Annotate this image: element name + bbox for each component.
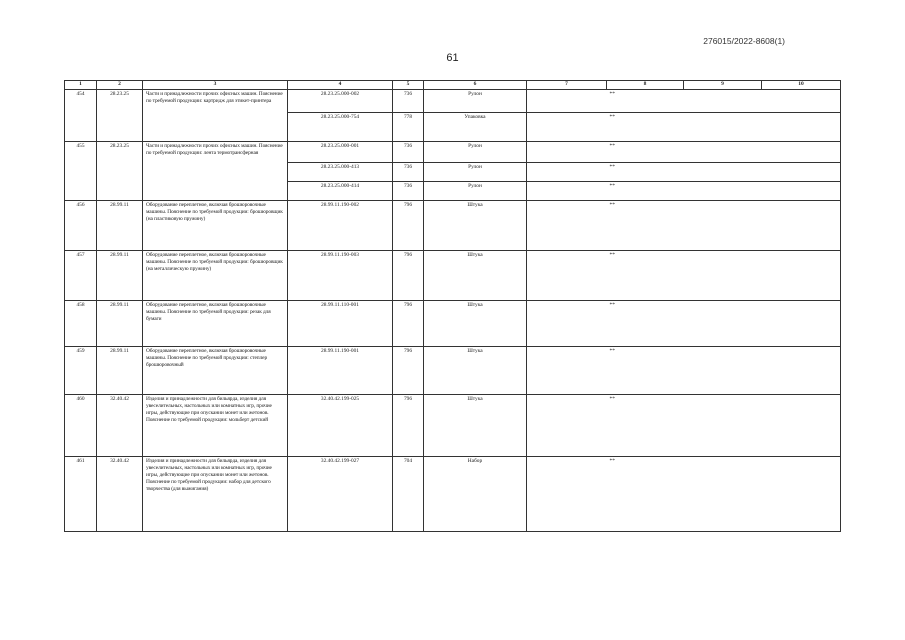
description-cell: Оборудование переплетное, включая брошюровочные машины. Пояснение по требуемой продукции: резак для бумаги	[143, 301, 288, 347]
mark-cell: **	[607, 201, 684, 251]
empty-cell-7	[527, 347, 607, 395]
okpd-code-cell: 28.99.11	[97, 347, 143, 395]
empty-cell-9	[684, 457, 762, 532]
unit-name-cell: Упаковка	[424, 113, 527, 142]
unit-code-cell: 704	[393, 457, 424, 532]
table-row	[65, 251, 841, 301]
table-row	[65, 395, 841, 457]
description-cell: Части и принадлежности прочих офисных машин. Пояснение по требуемой продукции: картридж для этикет-принтера	[143, 90, 288, 142]
table-row	[65, 457, 841, 532]
mark-cell: **	[607, 301, 684, 347]
page-number: 61	[446, 52, 459, 64]
unit-code-cell: 796	[393, 251, 424, 301]
empty-cell-7	[527, 395, 607, 457]
registry-table	[64, 80, 841, 532]
unit-name-cell: Рулон	[424, 142, 527, 163]
ktru-code-cell: 32.40.42.199-027	[288, 457, 393, 532]
unit-name-cell: Штука	[424, 395, 527, 457]
row-number-cell: 456	[65, 201, 97, 251]
row-number-cell: 459	[65, 347, 97, 395]
description-cell: Изделия и принадлежности для бильярда, изделия для увеселительных, настольных или комнатных игр, прочие игры, действующие при опускании монет или жетонов. Пояснение по требуемой продукции: набор для детского творчества (для выжигания)	[143, 457, 288, 532]
description-cell: Части и принадлежности прочих офисных машин. Пояснение по требуемой продукции: лента термотрансферная	[143, 142, 288, 201]
unit-code-cell: 796	[393, 395, 424, 457]
table-row	[65, 301, 841, 347]
empty-cell-9	[684, 113, 762, 142]
empty-cell-7	[527, 201, 607, 251]
table-row	[65, 142, 841, 163]
empty-cell-10	[762, 457, 841, 532]
empty-cell-7	[527, 301, 607, 347]
empty-cell-7	[527, 113, 607, 142]
unit-name-cell: Штука	[424, 301, 527, 347]
empty-cell-7	[527, 163, 607, 182]
okpd-code-cell: 28.23.25	[97, 90, 143, 142]
ktru-code-cell: 28.99.11.190-002	[288, 201, 393, 251]
empty-cell-10	[762, 251, 841, 301]
row-number-cell: 454	[65, 90, 97, 142]
col-header-3: 3	[143, 81, 288, 90]
unit-name-cell: Штука	[424, 347, 527, 395]
table-row	[65, 90, 841, 113]
mark-cell: **	[607, 142, 684, 163]
mark-cell: **	[607, 457, 684, 532]
mark-cell: **	[607, 90, 684, 113]
empty-cell-10	[762, 113, 841, 142]
col-header-9: 9	[684, 81, 762, 90]
row-number-cell: 460	[65, 395, 97, 457]
empty-cell-10	[762, 163, 841, 182]
row-number-cell: 461	[65, 457, 97, 532]
mark-cell: **	[607, 395, 684, 457]
empty-cell-7	[527, 142, 607, 163]
empty-cell-9	[684, 182, 762, 201]
col-header-10: 10	[762, 81, 841, 90]
empty-cell-10	[762, 90, 841, 113]
unit-code-cell: 736	[393, 182, 424, 201]
okpd-code-cell: 28.99.11	[97, 201, 143, 251]
unit-code-cell: 778	[393, 113, 424, 142]
empty-cell-9	[684, 142, 762, 163]
ktru-code-cell: 28.23.25.000-754	[288, 113, 393, 142]
empty-cell-7	[527, 251, 607, 301]
okpd-code-cell: 28.99.11	[97, 251, 143, 301]
table-row	[65, 201, 841, 251]
okpd-code-cell: 32.40.42	[97, 457, 143, 532]
empty-cell-10	[762, 201, 841, 251]
empty-cell-9	[684, 251, 762, 301]
unit-code-cell: 796	[393, 201, 424, 251]
okpd-code-cell: 28.23.25	[97, 142, 143, 201]
empty-cell-10	[762, 301, 841, 347]
unit-name-cell: Рулон	[424, 182, 527, 201]
unit-name-cell: Рулон	[424, 90, 527, 113]
col-header-4: 4	[288, 81, 393, 90]
mark-cell: **	[607, 251, 684, 301]
okpd-code-cell: 32.40.42	[97, 395, 143, 457]
col-header-6: 6	[424, 81, 527, 90]
unit-name-cell: Штука	[424, 201, 527, 251]
unit-code-cell: 736	[393, 163, 424, 182]
empty-cell-7	[527, 457, 607, 532]
col-header-7: 7	[527, 81, 607, 90]
unit-code-cell: 796	[393, 301, 424, 347]
row-number-cell: 455	[65, 142, 97, 201]
ktru-code-cell: 28.23.25.000-413	[288, 163, 393, 182]
empty-cell-9	[684, 90, 762, 113]
table-body	[65, 90, 841, 532]
description-cell: Оборудование переплетное, включая брошюровочные машины. Пояснение по требуемой продукции: брошюровщик (на пластиковую пружину)	[143, 201, 288, 251]
empty-cell-10	[762, 395, 841, 457]
table-row	[65, 347, 841, 395]
empty-cell-10	[762, 142, 841, 163]
mark-cell: **	[607, 182, 684, 201]
empty-cell-10	[762, 347, 841, 395]
empty-cell-9	[684, 201, 762, 251]
unit-name-cell: Набор	[424, 457, 527, 532]
ktru-code-cell: 28.99.11.190-003	[288, 251, 393, 301]
description-cell: Оборудование переплетное, включая брошюровочные машины. Пояснение по требуемой продукции: степлер брошюровочный	[143, 347, 288, 395]
ktru-code-cell: 28.23.25.000-002	[288, 90, 393, 113]
okpd-code-cell: 28.99.11	[97, 301, 143, 347]
mark-cell: **	[607, 113, 684, 142]
empty-cell-10	[762, 182, 841, 201]
description-cell: Изделия и принадлежности для бильярда, изделия для увеселительных, настольных или комнатных игр, прочие игры, действующие при опускании монет или жетонов. Пояснение по требуемой продукции: мольберт детский	[143, 395, 288, 457]
col-header-8: 8	[607, 81, 684, 90]
row-number-cell: 457	[65, 251, 97, 301]
row-number-cell: 458	[65, 301, 97, 347]
col-header-2: 2	[97, 81, 143, 90]
ktru-code-cell: 28.23.25.000-001	[288, 142, 393, 163]
unit-name-cell: Штука	[424, 251, 527, 301]
unit-code-cell: 736	[393, 142, 424, 163]
empty-cell-9	[684, 395, 762, 457]
col-header-5: 5	[393, 81, 424, 90]
ktru-code-cell: 28.99.11.190-001	[288, 347, 393, 395]
unit-name-cell: Рулон	[424, 163, 527, 182]
col-header-1: 1	[65, 81, 97, 90]
empty-cell-9	[684, 163, 762, 182]
empty-cell-7	[527, 182, 607, 201]
empty-cell-9	[684, 301, 762, 347]
empty-cell-7	[527, 90, 607, 113]
ktru-code-cell: 32.40.42.199-025	[288, 395, 393, 457]
unit-code-cell: 796	[393, 347, 424, 395]
ktru-code-cell: 28.23.25.000-414	[288, 182, 393, 201]
empty-cell-9	[684, 347, 762, 395]
mark-cell: **	[607, 347, 684, 395]
unit-code-cell: 736	[393, 90, 424, 113]
ktru-code-cell: 28.99.11.110-001	[288, 301, 393, 347]
document-id: 276015/2022-8608(1)	[703, 36, 785, 46]
mark-cell: **	[607, 163, 684, 182]
description-cell: Оборудование переплетное, включая брошюровочные машины. Пояснение по требуемой продукции: брошюровщик (на металлическую пружину)	[143, 251, 288, 301]
column-number-row	[65, 81, 841, 90]
